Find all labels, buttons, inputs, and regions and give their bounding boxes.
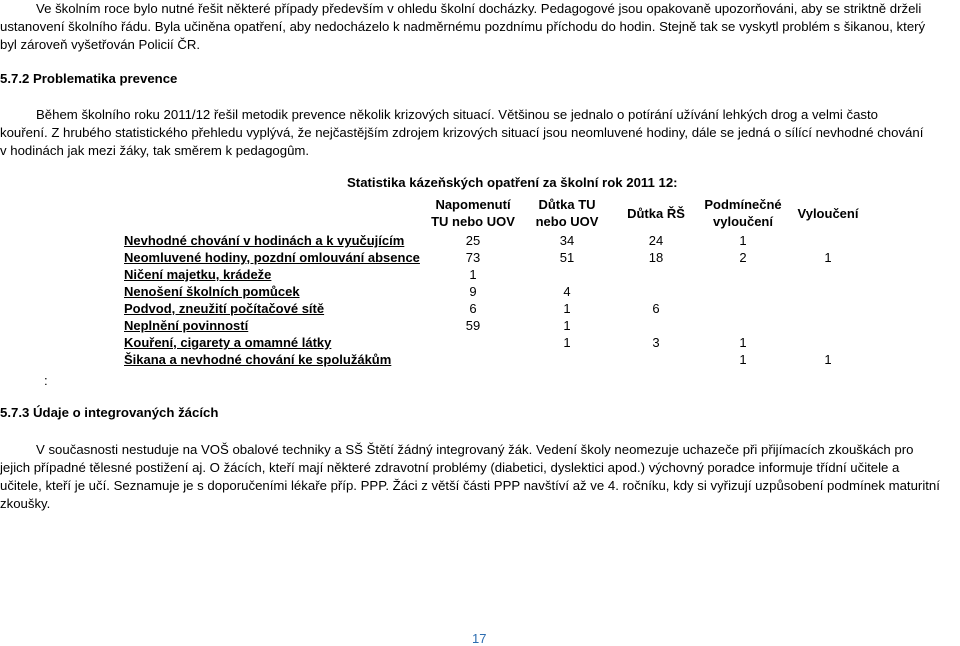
table-cell: 59 [465, 318, 481, 333]
discipline-stats-table [122, 194, 870, 368]
page-number: 17 [472, 631, 487, 646]
table-cell [786, 300, 870, 317]
header-cell-dutka-tu: Důtka TU nebo UOV [535, 197, 599, 229]
table-row [122, 249, 870, 266]
table-cell: 1 [739, 352, 747, 367]
table-cell: 1 [739, 335, 747, 350]
row-label: Ničení majetku, krádeže [124, 267, 272, 282]
table-cell: 1 [824, 352, 832, 367]
table-row [122, 266, 870, 283]
row-label: Šikana a nevhodné chování ke spolužákům [124, 352, 392, 367]
intro-line: ustanovení školního řádu. Byla učiněna opatření, aby nedocházelo k nadměrnému pozdnímu příchodu do hodin. Stejně tak se vyskytl problém s šikanou, který [0, 19, 926, 34]
table-cell [786, 334, 870, 351]
table-cell: 6 [469, 301, 477, 316]
table-row [122, 300, 870, 317]
row-label: Podvod, zneužití počítačové sítě [124, 301, 325, 316]
header-cell-label [122, 194, 424, 232]
table-cell: 18 [648, 250, 664, 265]
table-cell [786, 283, 870, 300]
intro-line: byl zároveň vyšetřován Policií ČR. [0, 37, 201, 52]
table-title: Statistika kázeňských opatření za školní rok 2011 12: [347, 175, 678, 190]
table-row [122, 283, 870, 300]
table-cell: 1 [563, 318, 571, 333]
row-label: Nevhodné chování v hodinách a k vyučujícím [124, 233, 405, 248]
table-cell [700, 266, 786, 283]
integrovani-line: V současnosti nestuduje na VOŠ obalové techniky a SŠ Štětí žádný integrovaný žák. Vedení školy neomezuje uchazeče při přijímacích zkouškách pro [36, 442, 914, 457]
header-cell-napomenuti: Napomenutí TU nebo UOV [431, 197, 515, 229]
table-cell: 6 [652, 301, 660, 316]
table-cell: 34 [559, 233, 575, 248]
table-cell [424, 351, 522, 368]
prevence-line: v hodinách jak mezi žáky, tak směrem k pedagogûm. [0, 143, 310, 158]
section-heading-integrovani: 5.7.3 Údaje o integrovaných žácích [0, 405, 219, 420]
table-row [122, 334, 870, 351]
table-row [122, 317, 870, 334]
row-label: Nenošení školních pomůcek [124, 284, 300, 299]
header-cell-podminecne: Podmínečné vyloučení [704, 197, 782, 229]
prevence-line: Během školního roku 2011/12 řešil metodik prevence několik krizových situací. Většinou se jednalo o potírání užívání lehkých drog a velmi často [36, 107, 879, 122]
row-label: Neplnění povinností [124, 318, 249, 333]
table-cell [424, 334, 522, 351]
header-cell-dutka-rs: Důtka ŘŠ [627, 205, 685, 221]
table-cell [612, 266, 700, 283]
table-cell: 1 [739, 233, 747, 248]
section-heading-prevence: 5.7.2 Problematika prevence [0, 71, 178, 86]
table-cell: 25 [465, 233, 481, 248]
table-cell [700, 317, 786, 334]
table-row [122, 351, 870, 368]
table-cell [786, 266, 870, 283]
row-label: Neomluvené hodiny, pozdní omlouvání absence [124, 250, 420, 265]
table-cell [786, 317, 870, 334]
table-cell: 1 [469, 267, 477, 282]
table-header-row [122, 194, 870, 232]
table-row [122, 232, 870, 249]
table-cell: 51 [559, 250, 575, 265]
prevence-line: kouření. Z hrubého statistického přehledu vyplývá, že nejčastějším zdrojem krizových situací jsou neomluvené hodiny, dále se jedná o sílící nevhodné chování [0, 125, 924, 140]
table-cell [612, 283, 700, 300]
table-cell [700, 300, 786, 317]
table-cell: 1 [563, 301, 571, 316]
table-cell: 2 [739, 250, 747, 265]
table-cell [522, 266, 612, 283]
table-cell: 1 [563, 335, 571, 350]
header-cell-vylouceni: Vyloučení [797, 205, 859, 221]
table-cell: 9 [469, 284, 477, 299]
table-cell: 3 [652, 335, 660, 350]
table-cell [612, 317, 700, 334]
table-cell [612, 351, 700, 368]
table-cell [522, 351, 612, 368]
table-cell: 1 [824, 250, 832, 265]
table-cell: 24 [648, 233, 664, 248]
integrovani-line: učitele, kteří je učí. Seznamuje je s doporučeními lékaře příp. PPP. Žáci z větší části PPP navštíví až ve 4. ročníku, kdy si vyřizují uzpůsobení podmínek maturitní [0, 478, 940, 493]
table-cell [700, 283, 786, 300]
row-label: Kouření, cigarety a omamné látky [124, 335, 332, 350]
table-cell [786, 232, 870, 249]
integrovani-line: jejich případné tělesné postižení aj. O žácích, kteří mají některé zdravotní problémy (diabetici, dyslektici apod.) výchovný poradce informuje třídní učitele a [0, 460, 900, 475]
integrovani-line: zkoušky. [0, 496, 51, 511]
table-cell: 4 [563, 284, 571, 299]
stray-colon: : [44, 373, 48, 388]
intro-line: Ve školním roce bylo nutné řešit některé případy především v ohledu školní docházky. Pedagogové jsou opakovaně upozorňováni, aby se striktně drželi [36, 1, 922, 16]
table-cell: 73 [465, 250, 481, 265]
